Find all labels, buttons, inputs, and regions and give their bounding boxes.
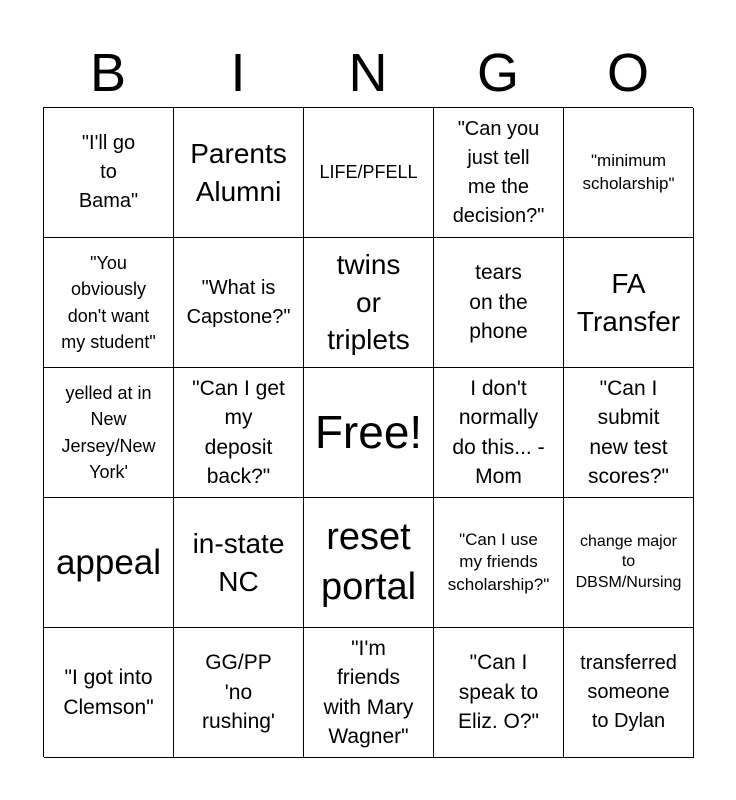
header-letter-n: N bbox=[348, 43, 388, 103]
bingo-cell-text: GG/PP 'no rushing' bbox=[202, 651, 275, 734]
bingo-cell-text: transferred someone to Dylan bbox=[580, 652, 677, 732]
free-space-text: Free! bbox=[314, 406, 423, 459]
bingo-cell[interactable] bbox=[304, 238, 434, 368]
bingo-cell[interactable] bbox=[564, 368, 694, 498]
bingo-cell-text: yelled at in New Jersey/New York' bbox=[61, 383, 156, 482]
bingo-grid bbox=[43, 107, 693, 757]
bingo-cell-text: FA Transfer bbox=[576, 267, 681, 337]
bingo-cell[interactable] bbox=[434, 238, 564, 368]
bingo-cell-text: twins or triplets bbox=[327, 248, 410, 356]
bingo-cell[interactable] bbox=[44, 108, 174, 238]
bingo-cell[interactable] bbox=[174, 238, 304, 368]
bingo-cell[interactable] bbox=[174, 108, 304, 238]
bingo-cell[interactable] bbox=[434, 108, 564, 238]
bingo-cell-text: I don't normally do this... - Mom bbox=[452, 376, 545, 488]
bingo-cell[interactable] bbox=[564, 108, 694, 238]
bingo-cell[interactable] bbox=[174, 368, 304, 498]
bingo-cell-text: "Can I speak to Eliz. O?" bbox=[458, 651, 539, 734]
header-letter-i: I bbox=[230, 43, 246, 103]
bingo-cell-text: tears on the phone bbox=[469, 261, 528, 344]
bingo-cell[interactable] bbox=[44, 368, 174, 498]
bingo-cell-text: appeal bbox=[55, 542, 162, 582]
bingo-cell[interactable] bbox=[44, 238, 174, 368]
header-letter-o: O bbox=[606, 43, 649, 103]
bingo-cell-text: "I'll go to Bama" bbox=[78, 132, 139, 212]
free-space-cell[interactable] bbox=[304, 368, 434, 498]
bingo-cell-text: "Can I use my friends scholarship?" bbox=[447, 530, 550, 594]
bingo-cell[interactable] bbox=[434, 498, 564, 628]
bingo-cell[interactable] bbox=[434, 628, 564, 758]
bingo-header bbox=[43, 38, 693, 108]
bingo-cell-text: "You obviously don't want my student" bbox=[61, 253, 156, 352]
bingo-cell-text: "Can I submit new test scores?" bbox=[588, 376, 669, 488]
bingo-cell-text: "I'm friends with Mary Wagner" bbox=[323, 636, 414, 748]
bingo-cell[interactable] bbox=[434, 368, 564, 498]
header-letter-g: G bbox=[476, 43, 519, 103]
bingo-cell[interactable] bbox=[44, 498, 174, 628]
bingo-cell-text: "I got into Clemson" bbox=[63, 666, 154, 719]
bingo-cell[interactable] bbox=[44, 628, 174, 758]
bingo-cell[interactable] bbox=[174, 498, 304, 628]
bingo-cell-text: change major to DBSM/Nursing bbox=[575, 532, 682, 591]
bingo-cell-text: "Can I get my deposit back?" bbox=[192, 376, 285, 488]
bingo-cell-text: in-state NC bbox=[192, 527, 285, 597]
bingo-cell[interactable] bbox=[174, 628, 304, 758]
bingo-cell[interactable] bbox=[564, 238, 694, 368]
bingo-cell[interactable] bbox=[304, 628, 434, 758]
bingo-cell[interactable] bbox=[564, 628, 694, 758]
bingo-cell[interactable] bbox=[304, 108, 434, 238]
bingo-cell-text: "Can you just tell me the decision?" bbox=[452, 117, 545, 227]
bingo-cell-text: LIFE/PFELL bbox=[319, 162, 418, 183]
header-letter-b: B bbox=[89, 43, 127, 103]
bingo-cell-text: "What is Capstone?" bbox=[186, 276, 291, 328]
bingo-cell-text: Parents Alumni bbox=[190, 137, 287, 207]
bingo-cell[interactable] bbox=[564, 498, 694, 628]
bingo-cell-text: reset portal bbox=[320, 516, 417, 608]
bingo-cell-text: "minimum scholarship" bbox=[582, 151, 675, 193]
bingo-cell[interactable] bbox=[304, 498, 434, 628]
